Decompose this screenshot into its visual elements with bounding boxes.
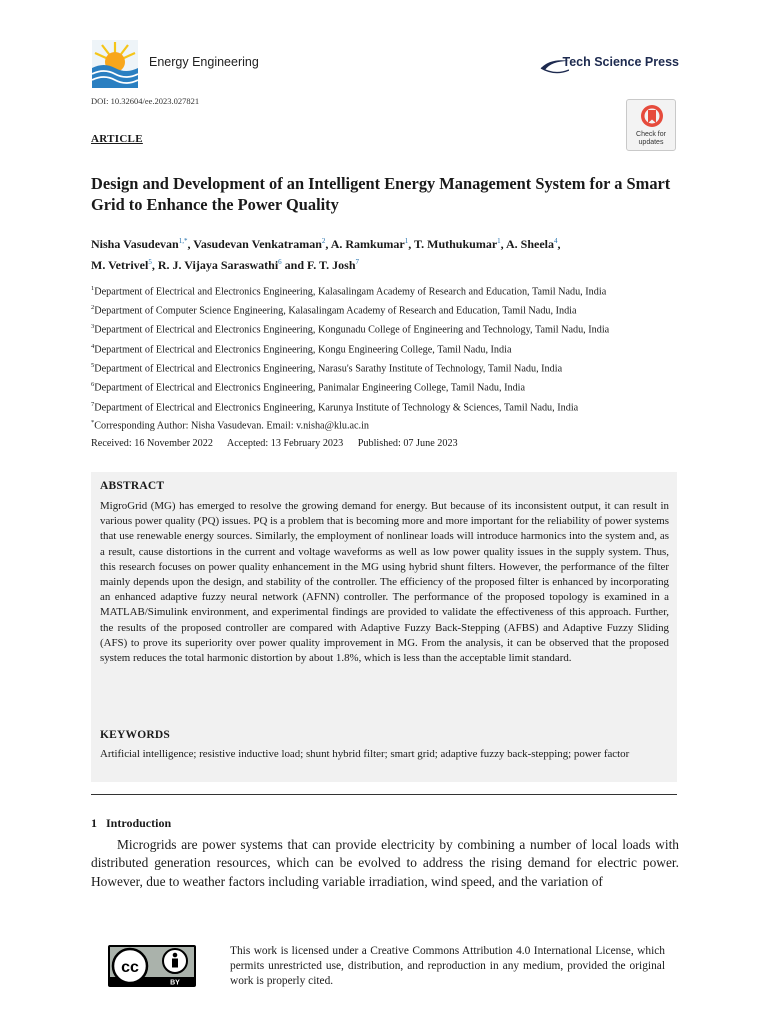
journal-logo-icon	[92, 40, 138, 88]
affiliation-text: Department of Computer Science Engineering, Kalasalingam Academy of Research and Education, Tamil Nadu, India	[94, 305, 577, 317]
author-name: R. J. Vijaya Saraswathi	[157, 258, 279, 272]
affiliation-marker: *	[91, 419, 95, 426]
keywords-heading: KEYWORDS	[100, 729, 170, 741]
author-name: A. Ramkumar	[330, 237, 405, 251]
affiliation-item	[91, 343, 511, 355]
affiliation-item	[91, 401, 578, 413]
affiliation-marker: 6	[91, 381, 95, 388]
author-affiliation-marker[interactable]: 6	[278, 258, 282, 266]
publisher-name: Tech Science Press	[562, 55, 679, 69]
abstract-heading: ABSTRACT	[100, 480, 165, 492]
affiliation-marker: 1	[91, 285, 95, 292]
keywords-text: Artificial intelligence; resistive inductive load; shunt hybrid filter; smart grid; adaptive fuzzy back-stepping; power factor	[100, 748, 630, 760]
author-affiliation-marker[interactable]: 7	[355, 258, 359, 266]
paper-title: Design and Development of an Intelligent Energy Management System for a Smart Grid to Enhance the Power Quality	[91, 174, 671, 214]
affiliation-item	[91, 381, 525, 393]
author-name: F. T. Josh	[307, 258, 356, 272]
affiliation-marker: 2	[91, 304, 95, 311]
author-name: T. Muthukumar	[414, 237, 498, 251]
author-name: Nisha Vasudevan	[91, 237, 179, 251]
article-type-label: ARTICLE	[91, 133, 143, 145]
author-separator: ,	[151, 258, 158, 272]
author-separator: ,	[187, 237, 194, 251]
check-updates-line2: updates	[638, 139, 664, 146]
author-affiliation-marker[interactable]: 2	[321, 237, 326, 245]
affiliation-text: Department of Electrical and Electronics Engineering, Kongu Engineering College, Tamil Nadu, India	[94, 344, 512, 356]
check-for-updates-button[interactable]	[626, 99, 676, 151]
author-separator: ,	[408, 237, 415, 251]
affiliation-text: Department of Electrical and Electronics Engineering, Panimalar Engineering College, Tamil Nadu, India	[94, 382, 526, 394]
publication-dates	[91, 438, 470, 449]
affiliation-item	[91, 419, 369, 431]
abstract-text: MigroGrid (MG) has emerged to resolve the growing demand for energy. But because of its inconsistent output, it can result in various power quality (PQ) issues. PQ is a problem that is becoming more and more important for the reliability of power systems that use renewable energy sources. Similarly, the employment of nonlinear loads will introduce harmonics into the system and, as a result, cause distortions in the current and voltage waveforms as well as low power quality issues in the supply system. Thus, this research focuses on power quality enhancement in the MG using hybrid shunt filters. However, the performance of the filter mainly depends upon the design, and stability of the controller. The efficiency of the proposed filter is enhanced by incorporating an enhanced adaptive fuzzy neural network (AFNN) controller. The performance of the proposed topology is examined in a MATLAB/Simulink environment, and experimental findings are provided to validate the effectiveness of this approach. Further, the results of the proposed controller are compared with Adaptive Fuzzy Back-Stepping (AFBS) and Adaptive Fuzzy Sliding (AFS) to prove its superiority over power quality improvement in MG. From the analysis, it can be observed that the proposed system reduces the total harmonic distortion by about 1.8%, which is less than the acceptable limit standard.	[100, 500, 669, 665]
abstract-box	[91, 472, 677, 782]
affiliation-text: Department of Electrical and Electronics Engineering, Kalasalingam Academy of Research and Education, Tamil Nadu, India	[94, 286, 607, 298]
author-affiliation-marker[interactable]: 4	[554, 237, 558, 245]
section-divider	[91, 794, 677, 795]
introduction-heading: 1 Introduction	[91, 816, 172, 830]
author-affiliation-marker[interactable]: 1,*	[178, 237, 188, 245]
author-list	[91, 232, 681, 274]
published-date: Published: 07 June 2023	[357, 438, 458, 449]
affiliation-marker: 4	[91, 343, 95, 350]
author-separator: ,	[557, 237, 564, 251]
check-updates-line1: Check for	[636, 131, 666, 138]
cc-badge-label: BY	[170, 979, 180, 987]
author-separator: and	[281, 258, 308, 272]
svg-text:cc: cc	[121, 959, 139, 976]
affiliation-text: Department of Electrical and Electronics Engineering, Kongunadu College of Engineering and Technology, Tamil Nadu, India	[94, 324, 610, 336]
affiliation-text: Department of Electrical and Electronics Engineering, Narasu's Sarathy Institute of Technology, Tamil Nadu, India	[94, 363, 563, 375]
affiliation-marker: 7	[91, 401, 95, 408]
bookmark-badge-icon	[640, 104, 664, 130]
author-name: A. Sheela	[506, 237, 554, 251]
journal-name: Energy Engineering	[149, 55, 259, 69]
affiliation-marker: 3	[91, 323, 95, 330]
doi[interactable]: DOI: 10.32604/ee.2023.027821	[91, 96, 200, 106]
author-separator: ,	[500, 237, 506, 251]
affiliation-item	[91, 362, 562, 374]
affiliation-text: Department of Electrical and Electronics Engineering, Karunya Institute of Technology & Sciences, Tamil Nadu, India	[94, 402, 579, 414]
cc-by-license-icon[interactable]	[108, 945, 196, 987]
accepted-date: Accepted: 13 February 2023	[226, 438, 344, 449]
introduction-text: Microgrids are power systems that can provide electricity by combining a number of local loads with distributed generation resources, which can be evolved to address the rising demand for electric power. However, due to weather factors including variable irradiation, wind speed, and the variation of	[91, 837, 679, 889]
affiliation-item	[91, 285, 606, 297]
affiliation-marker: 5	[91, 362, 95, 369]
author-name: M. Vetrivel	[91, 258, 149, 272]
author-separator: ,	[325, 237, 331, 251]
author-affiliation-marker[interactable]: 1	[404, 237, 409, 245]
affiliation-text: Corresponding Author: Nisha Vasudevan. Email: v.nisha@klu.ac.in	[94, 420, 370, 432]
affiliation-item	[91, 304, 577, 316]
author-affiliation-marker[interactable]: 5	[148, 258, 152, 266]
affiliation-item	[91, 323, 609, 335]
author-affiliation-marker[interactable]: 1	[497, 237, 501, 245]
publisher-logo	[539, 52, 679, 76]
author-name: Vasudevan Venkatraman	[193, 237, 322, 251]
license-text: This work is licensed under a Creative Commons Attribution 4.0 International License, which permits unrestricted use, distribution, and reproduction in any medium, provided the original work is properly cited.	[230, 945, 665, 988]
received-date: Received: 16 November 2022	[91, 438, 213, 449]
